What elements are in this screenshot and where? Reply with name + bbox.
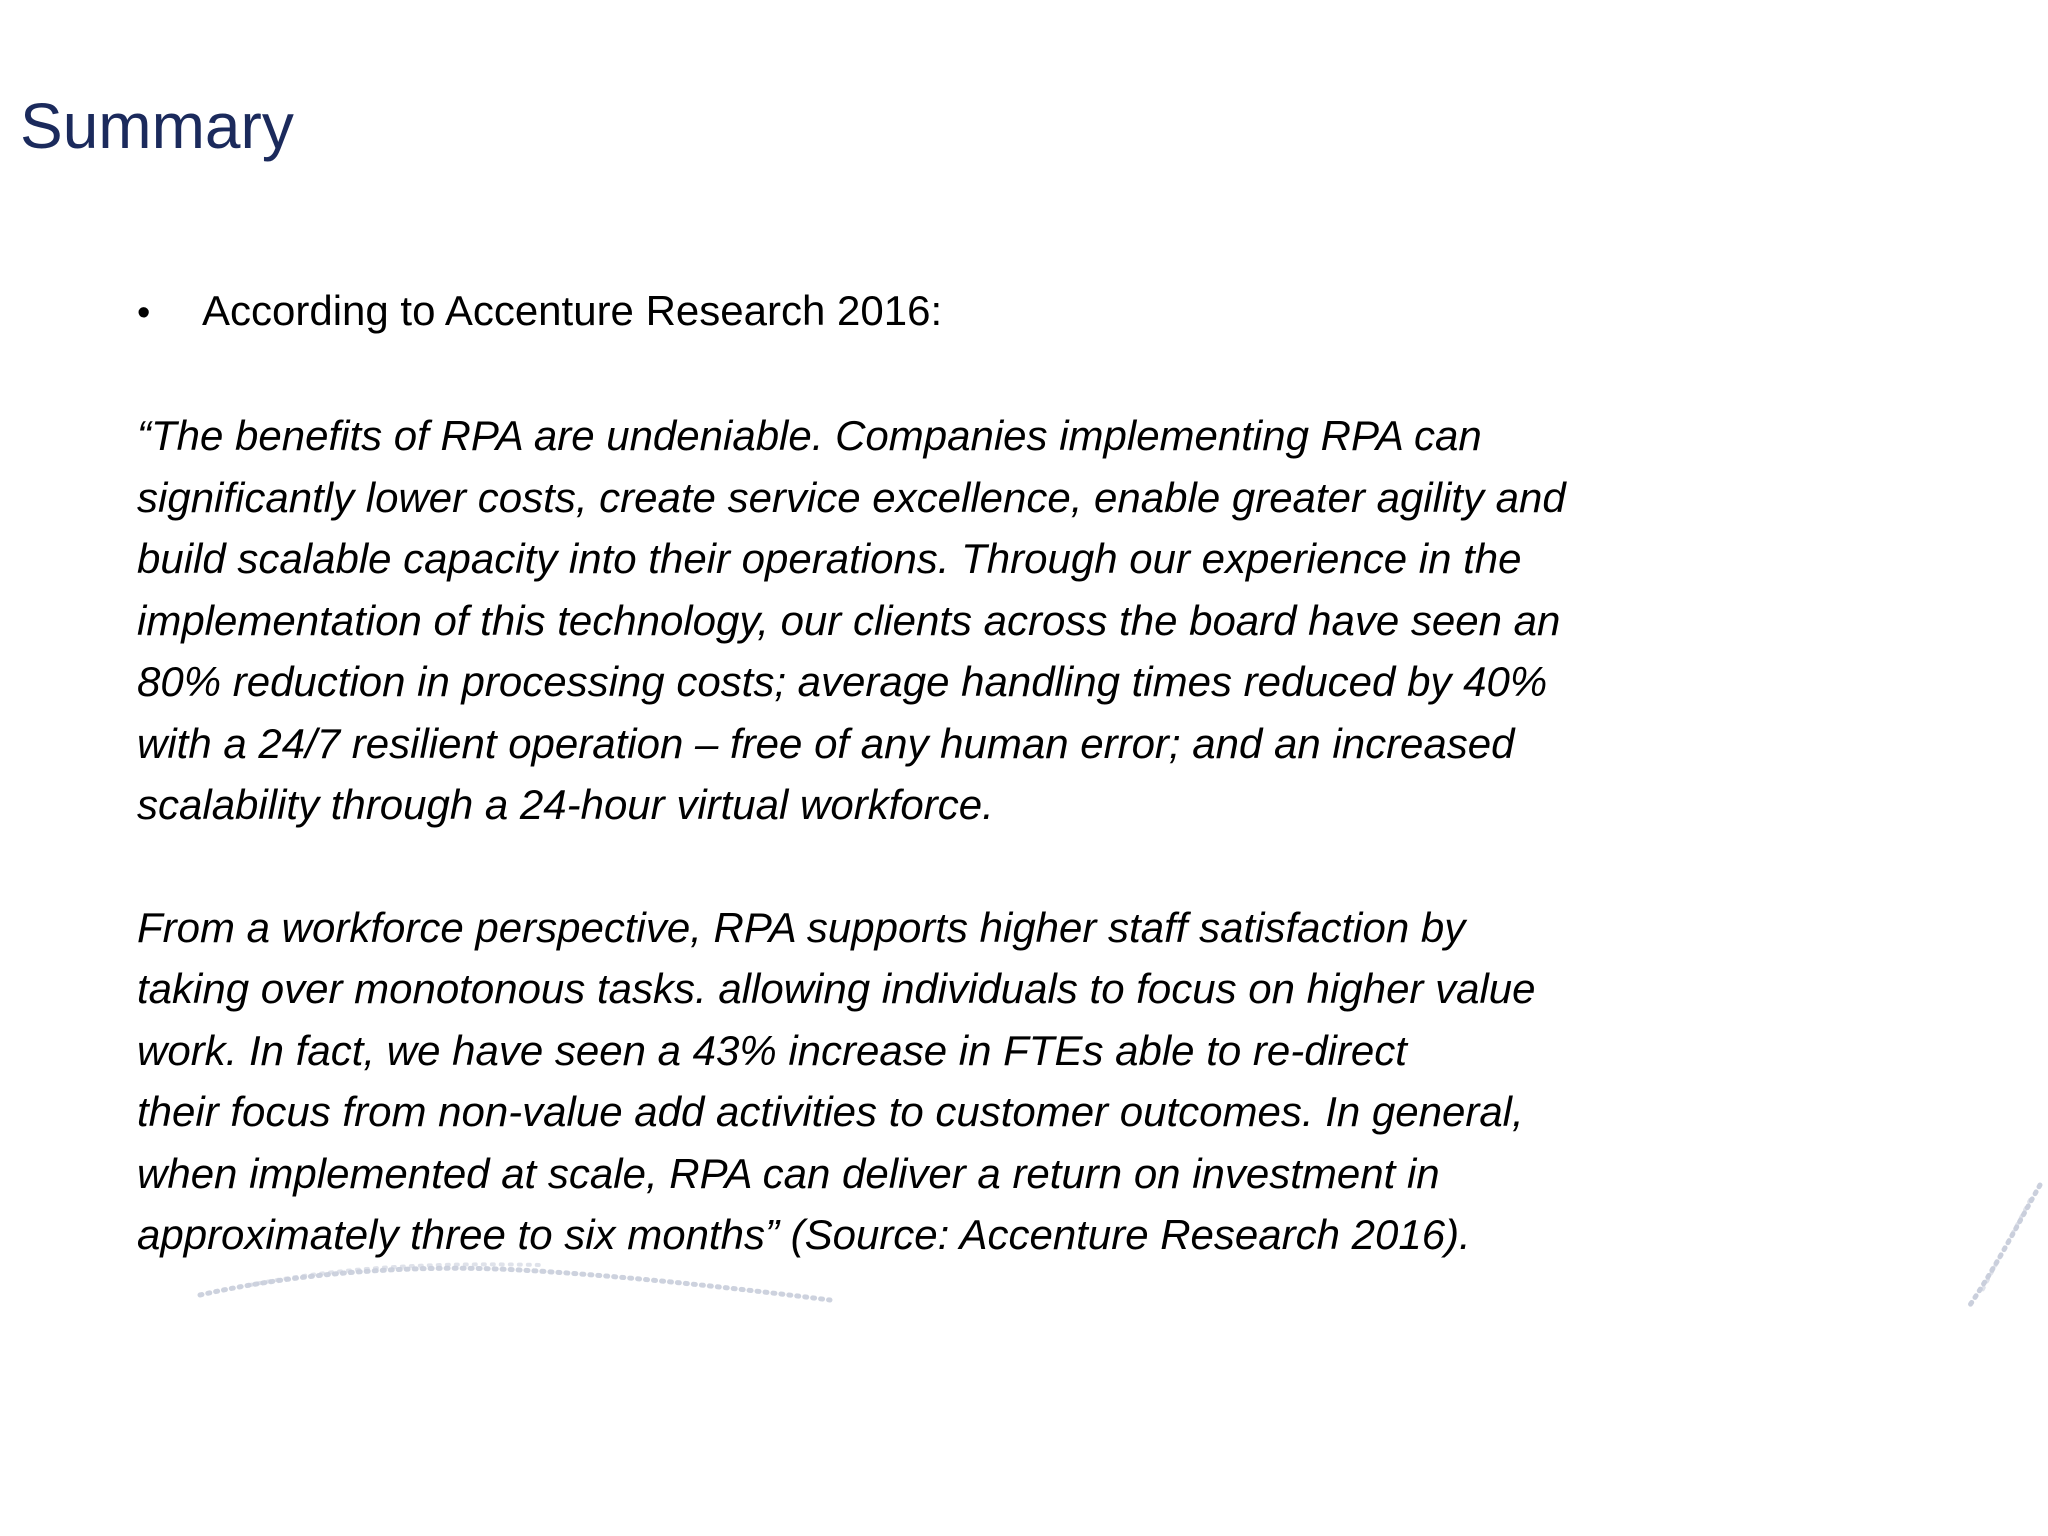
quote-line: approximately three to six months” (Source: Accenture Research 2016). [137,1211,1471,1258]
bullet-marker: • [137,292,151,334]
quote-line: with a 24/7 resilient operation – free of any human error; and an increased [137,719,1515,767]
slide-title: Summary [20,90,294,162]
quote-line: when implemented at scale, RPA can deliver a return on investment in [137,1149,1440,1197]
quote-line: 80% reduction in processing costs; average handling times reduced by 40% [137,658,1548,705]
quote-line: “The benefits of RPA are undeniable. Companies implementing RPA can [137,412,1482,459]
bullet-text: According to Accenture Research 2016: [202,287,943,334]
bullet-item [137,280,1757,344]
quote-line: significantly lower costs, create service excellence, enable greater agility and [137,473,1566,521]
decorative-swoosh-right [1960,1180,2045,1310]
quote-paragraph-1 [137,405,1757,836]
quote-line: scalability through a 24-hour virtual workforce. [137,781,994,828]
quote-line: From a workforce perspective, RPA supports higher staff satisfaction by [137,903,1466,951]
quote-line: build scalable capacity into their operations. Through our experience in the [137,535,1522,582]
quote-line: taking over monotonous tasks. allowing individuals to focus on higher value [137,965,1536,1012]
slide-body [137,280,1757,1266]
quote-line: their focus from non-value add activities to customer outcomes. In general, [137,1088,1524,1135]
quote-line: work. In fact, we have seen a 43% increase in FTEs able to re-direct [137,1026,1407,1074]
quote-line: implementation of this technology, our clients across the board have seen an [137,596,1561,644]
spacer [137,836,1757,897]
quote-paragraph-2 [137,897,1757,1266]
spacer [137,344,1757,405]
